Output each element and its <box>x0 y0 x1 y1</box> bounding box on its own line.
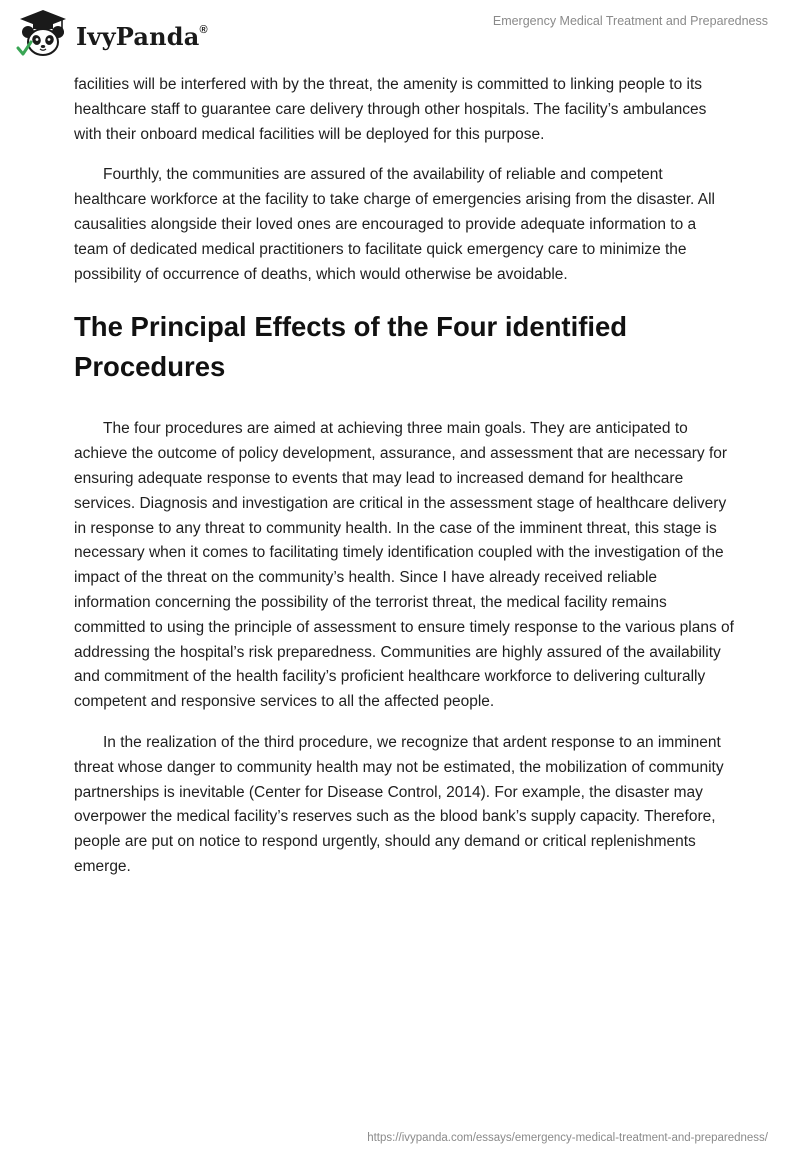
panda-graduate-icon <box>14 8 72 60</box>
ivypanda-logo[interactable] <box>14 8 208 60</box>
essay-content <box>74 73 734 896</box>
brand-name: IvyPanda® <box>76 21 208 51</box>
paragraph-continuation: facilities will be interfered with by the threat, the amenity is committed to linking people to its healthcare staff to guarantee care delivery through other hospitals. The facility’s ambulances with their onboard medical facilities will be deployed for this purpose. <box>74 76 707 143</box>
section-heading: The Principal Effects of the Four identified Procedures <box>74 311 628 383</box>
document-title: Emergency Medical Treatment and Preparedness <box>492 14 768 28</box>
source-url[interactable]: https://ivypanda.com/essays/emergency-medical-treatment-and-preparedness/ <box>367 1132 768 1144</box>
paragraph-third-procedure: In the realization of the third procedure, we recognize that ardent response to an imminent threat whose danger to community health may not be estimated, the mobilization of community partnerships is inevitable (Center for Disease Control, 2014). For example, the disaster may overpower the medical facility’s reserves such as the blood bank’s supply capacity. Therefore, people are put on notice to respond urgently, should any demand or critical replenishments emerge. <box>74 733 724 875</box>
paragraph-fourthly: Fourthly, the communities are assured of the availability of reliable and competent healthcare workforce at the facility to take charge of emergencies arising from the disaster. All causalities alongside their loved ones are encouraged to provide adequate information to a team of dedicated medical practitioners to facilitate quick emergency care to minimize the possibility of occurrence of deaths, which would otherwise be avoidable. <box>74 166 715 283</box>
paragraph-four-procedures: The four procedures are aimed at achieving three main goals. They are anticipated to achieve the outcome of policy development, assurance, and assessment that are necessary for ensuring adequate response to events that may lead to increased demand for healthcare services. Diagnosis and investigation are critical in the assessment stage of healthcare delivery in response to any threat to community health. In the case of the imminent threat, this stage is necessary when it comes to facilitating timely identification coupled with the investigation of the impact of the threat on the community’s health. Since I have already received reliable information concerning the possibility of the terrorist threat, the medical facility remains committed to using the principle of assessment to ensure timely response to the various plans of addressing the hospital’s risk preparedness. Communities are highly assured of the availability and commitment of the health facility’s proficient healthcare workforce to delivering culturally competent and responsive services to all the affected people. <box>74 420 734 711</box>
page-header <box>0 0 800 70</box>
